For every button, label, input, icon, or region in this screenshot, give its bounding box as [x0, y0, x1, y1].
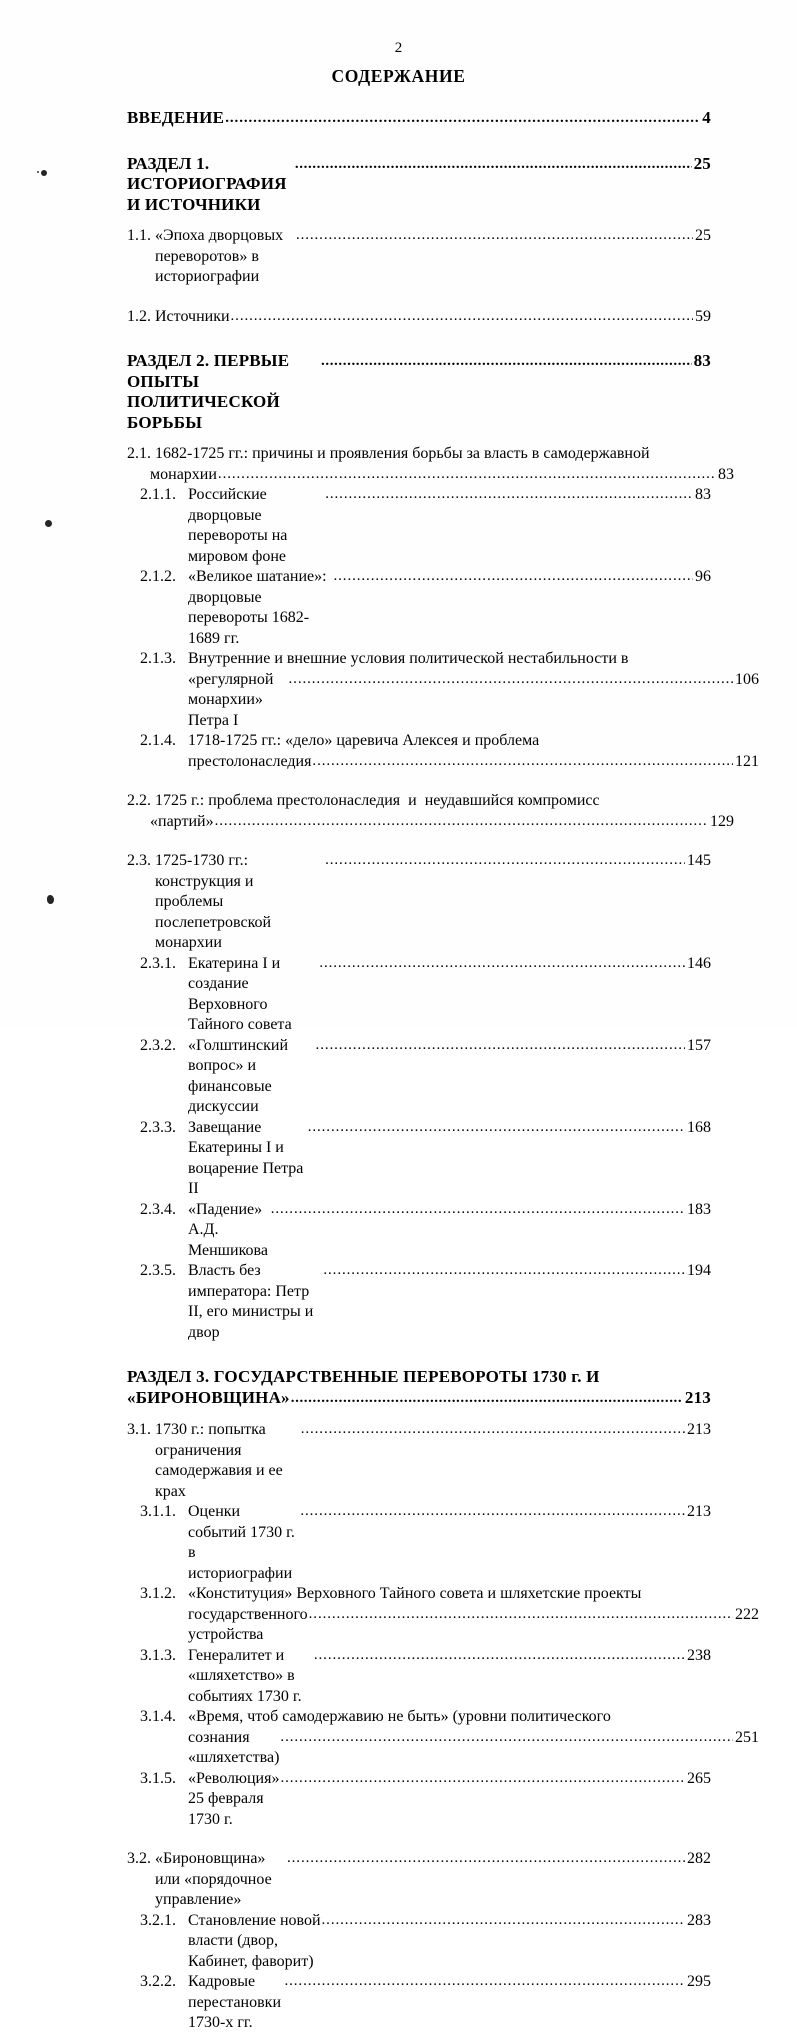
toc-entry-line [140, 1502, 711, 1584]
toc-entry-page-number: 168 [687, 1118, 711, 1136]
toc-dot-leader [289, 669, 733, 690]
toc-entry-page-number: 59 [695, 307, 711, 325]
toc-dot-leader [300, 1501, 685, 1522]
toc-entry-line-continued [140, 670, 759, 732]
toc-entry-title: 1725-1730 гг.: конструкция и проблемы послепетровской монархии [155, 852, 276, 951]
table-of-contents [127, 108, 759, 2034]
toc-entry-line-continued [127, 465, 734, 486]
toc-entry-title: РАЗДЕЛ 2. ПЕРВЫЕ ОПЫТЫ ПОЛИТИЧЕСКОЙ БОРЬБЫ [127, 351, 294, 432]
toc-dot-leader [323, 1260, 685, 1281]
toc-entry-page-number: 25 [693, 153, 711, 173]
toc-entry-number: 2.1.4. [140, 732, 176, 749]
toc-entry-title: «Конституция» Верховного Тайного совета и шляхетские проекты [188, 1585, 642, 1602]
toc-dot-leader [280, 1768, 685, 1789]
toc-dot-leader [231, 306, 693, 327]
toc-entry-title: Источники [155, 307, 230, 325]
toc-entry-line [140, 485, 711, 567]
toc-entry-title-continued: «БИРОНОВЩИНА» [127, 1387, 290, 1407]
toc-entry[interactable] [127, 444, 734, 485]
toc-entry-title-continued: сознания «шляхетства) [188, 1728, 280, 1766]
toc-entry[interactable] [127, 1367, 711, 1409]
toc-entry-line [127, 851, 711, 954]
toc-entry-page-number: 129 [710, 812, 734, 830]
toc-dot-leader [291, 1388, 683, 1409]
toc-entry-page-number: 157 [687, 1036, 711, 1054]
toc-entry[interactable] [127, 351, 711, 433]
toc-dot-leader [301, 1419, 685, 1440]
toc-entry-line [127, 154, 711, 216]
toc-entry-page-number: 213 [687, 1503, 711, 1520]
toc-entry-page-number: 25 [695, 227, 711, 244]
toc-entry-line [127, 444, 711, 465]
toc-entry-title: Российские дворцовые перевороты на мировом фоне [188, 486, 292, 565]
toc-entry-title: «Голштинский вопрос» и финансовые дискуссии [188, 1036, 293, 1115]
toc-entry-page-number: 96 [695, 568, 711, 585]
toc-entry-number: 3.1.2. [140, 1585, 176, 1602]
toc-entry-title: Генералитет и «шляхетство» в событиях 1730 г. [188, 1646, 306, 1705]
toc-entry-number: 2.3.2. [140, 1036, 176, 1054]
toc-entry-line [127, 226, 711, 288]
toc-entry[interactable] [127, 1584, 759, 1646]
toc-entry-page-number: 106 [735, 670, 759, 688]
toc-dot-leader [308, 1117, 685, 1138]
toc-dot-leader [215, 811, 708, 832]
toc-entry-title-continued: государственного устройства [188, 1605, 312, 1643]
toc-entry-title: «Время, чтоб самодержавию не быть» (уровни политического [188, 1708, 611, 1725]
toc-entry-number: 2.1.1. [140, 486, 176, 503]
toc-entry-line [140, 649, 711, 670]
toc-entry-number: 2.2. [127, 792, 151, 809]
toc-entry-title: «Падение» А.Д. Меншикова [188, 1200, 268, 1259]
toc-entry-number: 1.2. [127, 307, 151, 325]
toc-entry-line [140, 1769, 711, 1831]
toc-entry-number: 3.2.1. [140, 1911, 176, 1929]
toc-entry-line-continued [140, 1605, 759, 1646]
toc-entry-number: 3.2.2. [140, 1973, 176, 1990]
toc-entry-line [127, 351, 711, 433]
toc-entry-line-continued [140, 1728, 759, 1769]
toc-entry-number: 3.1.5. [140, 1769, 176, 1787]
scan-speckle-mark [45, 520, 52, 527]
toc-entry-number: 2.1.3. [140, 650, 176, 667]
toc-entry-line [140, 1261, 711, 1343]
toc-entry-page-number: 295 [687, 1973, 711, 1990]
toc-entry[interactable] [127, 226, 711, 288]
toc-entry[interactable] [127, 1118, 711, 1200]
toc-entry-title: РАЗДЕЛ 1. ИСТОРИОГРАФИЯ И ИСТОЧНИКИ [127, 153, 292, 214]
toc-entry[interactable] [127, 108, 711, 130]
toc-entry[interactable] [127, 154, 711, 216]
toc-entry[interactable] [127, 1420, 711, 1502]
toc-entry-line [127, 1849, 711, 1911]
toc-entry-line [140, 731, 711, 752]
toc-entry-page-number: 121 [735, 752, 759, 770]
toc-entry-title-continued: «регулярной монархии» Петра I [188, 670, 278, 729]
toc-dot-leader [280, 1727, 733, 1748]
toc-entry-line-continued [127, 1388, 711, 1410]
toc-entry-line-continued [140, 752, 759, 773]
toc-entry-line [140, 1646, 711, 1708]
toc-entry-number: 3.1.3. [140, 1646, 176, 1664]
toc-entry-line [127, 108, 711, 130]
toc-entry-number: 1.1. [127, 227, 151, 244]
toc-entry[interactable] [127, 1261, 711, 1343]
toc-entry-title: Власть без императора: Петр II, его министры и двор [188, 1262, 318, 1341]
toc-dot-leader [325, 484, 693, 505]
toc-entry-line [140, 954, 711, 1036]
toc-entry-number: 2.1. [127, 445, 151, 462]
toc-entry-title: «Эпоха дворцовых переворотов» в историографии [155, 227, 288, 285]
toc-entry-page-number: 183 [687, 1200, 711, 1218]
toc-dot-leader [271, 1199, 685, 1220]
toc-entry-line [140, 1200, 711, 1262]
toc-entry[interactable] [127, 649, 759, 731]
toc-entry-title: 1682-1725 гг.: причины и проявления борьбы за власть в самодержавной [155, 445, 650, 462]
toc-entry-line-continued [127, 812, 734, 833]
toc-entry-title-continued: монархии [150, 465, 217, 483]
toc-dot-leader [314, 1645, 685, 1666]
toc-dot-leader [287, 1848, 685, 1869]
toc-dot-leader [321, 351, 692, 372]
toc-entry-title: 1725 г.: проблема престолонаследия и неудавшийся компромисс [155, 792, 600, 809]
toc-entry[interactable] [127, 1707, 759, 1769]
toc-entry-page-number: 4 [702, 108, 711, 127]
toc-entry-number: 2.3. [127, 852, 151, 869]
toc-entry-number: 3.1.4. [140, 1708, 176, 1725]
toc-entry-number: 2.3.3. [140, 1118, 176, 1136]
toc-entry-line [140, 1911, 711, 1973]
toc-entry-line [140, 1972, 711, 2034]
toc-dot-leader [284, 1971, 685, 1992]
toc-entry[interactable] [127, 954, 711, 1036]
toc-entry-page-number: 265 [687, 1769, 711, 1787]
toc-entry-page-number: 83 [693, 351, 711, 370]
toc-entry-page-number: 213 [687, 1421, 711, 1438]
toc-entry[interactable] [127, 307, 711, 328]
toc-entry-page-number: 83 [695, 486, 711, 503]
toc-entry-page-number: 194 [687, 1262, 711, 1279]
toc-entry-title: «Бироновщина» или «порядочное управление» [155, 1850, 276, 1908]
toc-entry-title-continued: престолонаследия [188, 752, 312, 770]
toc-entry-title: 1718-1725 гг.: «дело» царевича Алексея и проблема [188, 732, 540, 749]
toc-dot-leader [316, 1035, 685, 1056]
toc-entry-title: «Революция» 25 февраля 1730 г. [188, 1769, 284, 1828]
toc-entry[interactable] [127, 791, 734, 832]
toc-entry-number: 3.2. [127, 1850, 151, 1867]
toc-entry[interactable] [127, 1502, 711, 1584]
toc-dot-leader [295, 154, 692, 175]
toc-entry-line [140, 1707, 711, 1728]
toc-dot-leader [309, 1604, 733, 1625]
toc-entry[interactable] [127, 731, 759, 772]
toc-dot-leader [312, 751, 733, 772]
toc-entry-number: 3.1.1. [140, 1503, 176, 1520]
toc-entry-page-number: 251 [735, 1728, 759, 1746]
toc-entry-number: 2.3.5. [140, 1262, 176, 1279]
toc-entry-number: 2.3.4. [140, 1200, 176, 1218]
toc-dot-leader [296, 225, 693, 246]
toc-entry-page-number: 283 [687, 1911, 711, 1929]
toc-entry-number: 3.1. [127, 1421, 151, 1438]
toc-entry-page-number: 146 [687, 954, 711, 972]
toc-entry-title: Внутренние и внешние условия политической нестабильности в [188, 650, 629, 667]
toc-entry-title: Екатерина I и создание Верховного Тайного совета [188, 954, 292, 1033]
toc-entry[interactable] [127, 1200, 711, 1262]
toc-entry-number: 2.1.2. [140, 568, 176, 585]
toc-entry-page-number: 238 [687, 1646, 711, 1664]
toc-entry-title: Оценки событий 1730 г. в историографии [188, 1503, 299, 1582]
toc-dot-leader [325, 850, 685, 871]
toc-entry-title: ВВЕДЕНИЕ [127, 108, 225, 127]
scan-speckle-mark [41, 170, 47, 176]
toc-dot-leader [322, 1910, 685, 1931]
toc-entry-title: 1730 г.: попытка ограничения самодержавия и ее крах [155, 1421, 287, 1500]
toc-entry-title: Завещание Екатерины I и воцарение Петра II [188, 1118, 308, 1197]
toc-entry-page-number: 83 [718, 465, 734, 483]
toc-entry-title: Становление новой власти (двор, Кабинет, фаворит) [188, 1911, 325, 1970]
toc-entry[interactable] [127, 1769, 711, 1831]
toc-dot-leader [218, 464, 716, 485]
page-number-folio: 2 [394, 40, 403, 56]
toc-entry-line [127, 791, 711, 812]
toc-entry-number: 2.3.1. [140, 954, 176, 972]
toc-dot-leader [225, 108, 700, 129]
toc-entry[interactable] [127, 1646, 711, 1708]
toc-entry-line [140, 1584, 711, 1605]
toc-entry[interactable] [127, 1911, 711, 1973]
toc-entry-title: РАЗДЕЛ 3. ГОСУДАРСТВЕННЫЕ ПЕРЕВОРОТЫ 1730 г. И [127, 1367, 600, 1386]
toc-entry-line [127, 307, 711, 328]
toc-entry-page-number: 222 [735, 1605, 759, 1623]
toc-entry-page-number: 213 [684, 1387, 711, 1407]
toc-entry-title: Кадровые перестановки 1730-х гг. [188, 1973, 286, 2031]
toc-entry[interactable] [127, 1036, 711, 1118]
toc-entry[interactable] [127, 1849, 711, 1911]
toc-entry[interactable] [127, 485, 711, 567]
toc-entry-page-number: 145 [687, 852, 711, 869]
toc-entry-line [140, 1036, 711, 1118]
toc-entry-line [127, 1367, 711, 1388]
toc-entry[interactable] [127, 851, 711, 954]
toc-entry-page-number: 282 [687, 1850, 711, 1867]
toc-entry-title: «Великое шатание»: дворцовые перевороты 1682-1689 гг. [188, 568, 331, 647]
toc-dot-leader [319, 953, 685, 974]
page-title: СОДЕРЖАНИЕ [331, 66, 466, 86]
toc-entry-line [127, 1420, 711, 1502]
toc-entry[interactable] [127, 567, 711, 649]
toc-entry-title-continued: «партий» [150, 812, 214, 830]
toc-entry-line [140, 567, 711, 649]
toc-entry-line [140, 1118, 711, 1200]
toc-dot-leader [334, 566, 694, 587]
toc-entry[interactable] [127, 1972, 711, 2034]
scan-speckle-mark [47, 895, 54, 904]
